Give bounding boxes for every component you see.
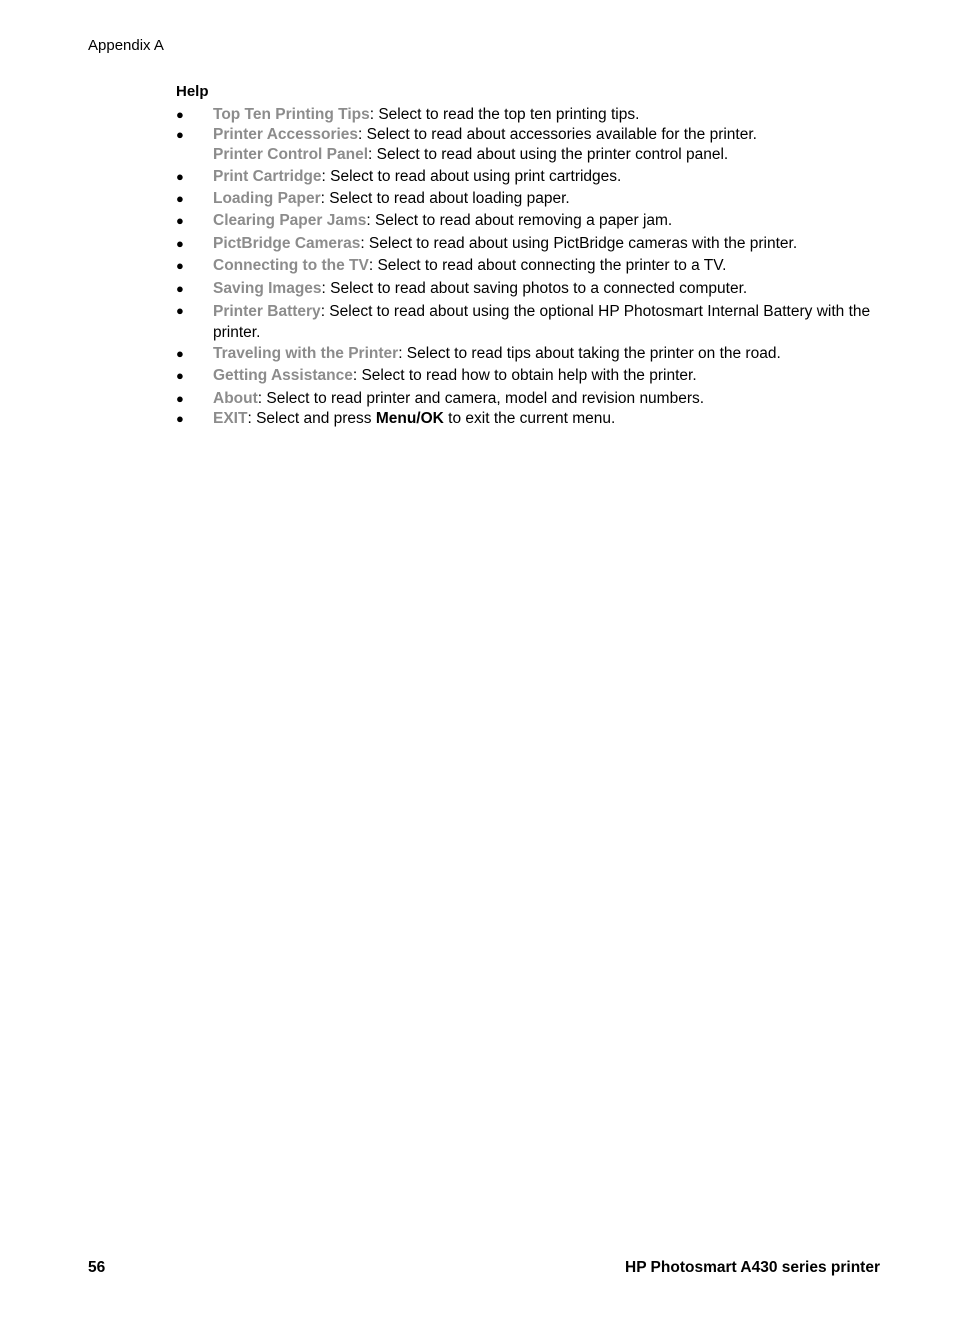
menu-term: Connecting to the TV [213,257,369,274]
bullet-icon: ● [176,411,184,426]
menu-description: : Select to read about using print cartridges. [321,168,622,185]
menu-ok-button-name: Menu/OK [375,410,444,427]
page-number: 56 [88,1259,106,1276]
menu-description: : Select to read about saving photos to a connected computer. [321,280,748,297]
list-item [176,234,886,254]
menu-term: Saving Images [213,280,322,297]
bullet-icon: ● [176,368,184,383]
menu-term: Clearing Paper Jams [213,212,367,229]
bullet-icon: ● [176,258,184,273]
bullet-icon: ● [176,281,184,296]
list-item [176,105,886,125]
list-item [176,344,886,364]
menu-description: : Select and press [247,410,376,427]
list-item [176,211,886,231]
menu-description: : Select to read about using the printer control panel. [368,146,729,163]
menu-term: Print Cartridge [213,168,322,185]
menu-description: : Select to read about loading paper. [320,190,570,207]
menu-description: : Select to read tips about taking the printer on the road. [398,345,781,362]
menu-description: : Select to read about connecting the printer to a TV. [368,257,727,274]
list-item [176,189,886,209]
menu-term: Getting Assistance [213,367,353,384]
help-menu-list [176,105,886,429]
menu-term: PictBridge Cameras [213,235,361,252]
section-heading: Help [176,83,209,100]
list-item [176,279,886,299]
list-item [176,301,886,343]
menu-description: : Select to read about removing a paper jam. [366,212,673,229]
menu-term: Top Ten Printing Tips [213,106,370,123]
menu-description: : Select to read about using the optional HP Photosmart Internal Battery with the printer. [213,303,871,341]
bullet-icon: ● [176,391,184,406]
list-item [176,125,886,145]
list-item [176,167,886,187]
menu-description: : Select to read how to obtain help with the printer. [352,367,697,384]
list-item [176,409,886,429]
list-item [176,256,886,276]
menu-description: : Select to read about using PictBridge cameras with the printer. [360,235,798,252]
menu-term: Loading Paper [213,190,321,207]
running-header: Appendix A [88,37,164,54]
menu-description: : Select to read about accessories available for the printer. [358,126,757,143]
bullet-icon: ● [176,191,184,206]
menu-description: : Select to read printer and camera, model and revision numbers. [257,390,705,407]
list-item [176,366,886,386]
menu-term: Traveling with the Printer [213,345,399,362]
menu-term: Printer Battery [213,303,321,320]
menu-term: EXIT [213,410,248,427]
menu-term: Printer Control Panel [213,146,369,163]
menu-term: About [213,390,258,407]
bullet-icon: ● [176,107,184,122]
list-item [176,389,886,409]
bullet-icon: ● [176,236,184,251]
bullet-icon: ● [176,346,184,361]
menu-term: Printer Accessories [213,126,359,143]
bullet-icon: ● [176,127,184,142]
bullet-icon: ● [176,213,184,228]
footer-product-title: HP Photosmart A430 series printer [625,1259,880,1276]
menu-description: : Select to read the top ten printing tips. [369,106,640,123]
menu-description-end: to exit the current menu. [443,410,616,427]
bullet-icon: ● [176,303,184,318]
list-item [176,145,886,165]
bullet-icon: ● [176,169,184,184]
